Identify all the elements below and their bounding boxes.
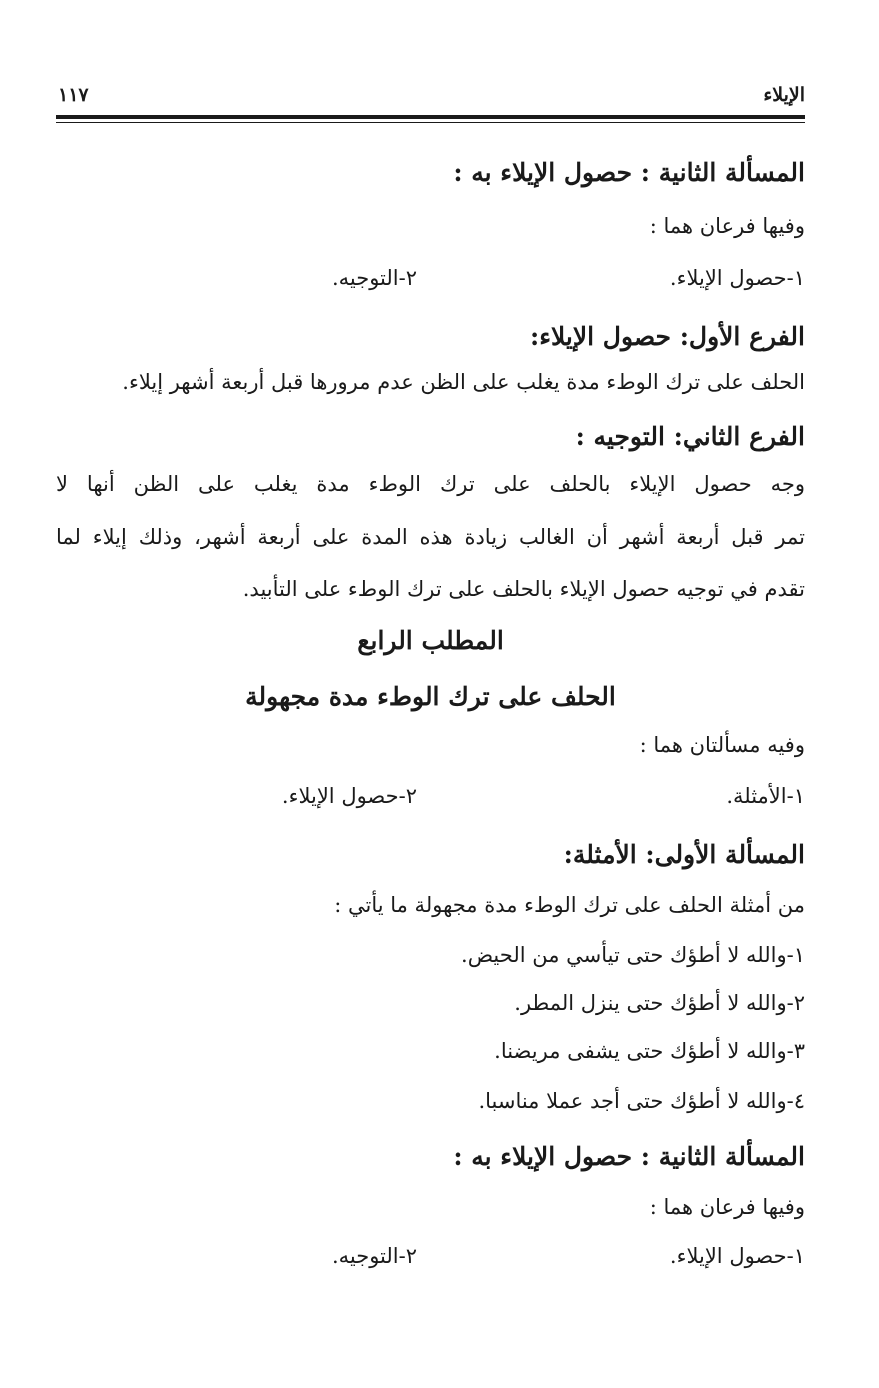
section-heading: المسألة الثانية : حصول الإيلاء به : <box>453 158 805 187</box>
list-item: ١-حصول الإيلاء. <box>669 266 805 290</box>
paragraph-line: تمر قبل أربعة أشهر أن الغالب زيادة هذه المدة على أربعة أشهر، وذلك إيلاء لما <box>56 525 805 549</box>
paragraph-line: وفيه مسألتان هما : <box>639 733 805 757</box>
header-rule-thin <box>56 122 805 123</box>
paragraph-line: الحلف على ترك الوطء مدة يغلب على الظن عدم مرورها قبل أربعة أشهر إيلاء. <box>122 370 805 394</box>
paragraph-line: تقدم في توجيه حصول الإيلاء بالحلف على ترك الوطء على التأبيد. <box>242 577 805 601</box>
list-item: ٢-التوجيه. <box>331 1244 417 1268</box>
paragraph-line: وجه حصول الإيلاء بالحلف على ترك الوطء مدة يغلب على الظن أنها لا <box>56 472 805 496</box>
page-number: ١١٧ <box>58 84 89 106</box>
running-header-title: الإيلاء <box>763 84 805 106</box>
list-item: ٢-والله لا أطؤك حتى ينزل المطر. <box>514 991 805 1015</box>
list-item: ٣-والله لا أطؤك حتى يشفى مريضنا. <box>494 1039 805 1063</box>
list-item: ٤-والله لا أطؤك حتى أجد عملا مناسبا. <box>478 1089 805 1113</box>
chapter-subheading: الحلف على ترك الوطء مدة مجهولة <box>245 682 616 711</box>
list-item: ١-والله لا أطؤك حتى تيأسي من الحيض. <box>461 943 805 967</box>
paragraph-line: وفيها فرعان هما : <box>649 214 805 238</box>
subsection-heading: الفرع الأول: حصول الإيلاء: <box>530 322 805 351</box>
chapter-heading: المطلب الرابع <box>357 626 504 655</box>
list-item: ١-حصول الإيلاء. <box>669 1244 805 1268</box>
list-item: ٢-التوجيه. <box>331 266 417 290</box>
section-heading: المسألة الأولى: الأمثلة: <box>563 840 805 869</box>
header-rule-thick <box>56 115 805 119</box>
list-item: ٢-حصول الإيلاء. <box>281 784 417 808</box>
paragraph-line: وفيها فرعان هما : <box>649 1195 805 1219</box>
subsection-heading: الفرع الثاني: التوجيه : <box>575 422 805 451</box>
paragraph-line: من أمثلة الحلف على ترك الوطء مدة مجهولة ما يأتي : <box>334 893 805 917</box>
list-item: ١-الأمثلة. <box>726 784 805 808</box>
section-heading: المسألة الثانية : حصول الإيلاء به : <box>453 1142 805 1171</box>
